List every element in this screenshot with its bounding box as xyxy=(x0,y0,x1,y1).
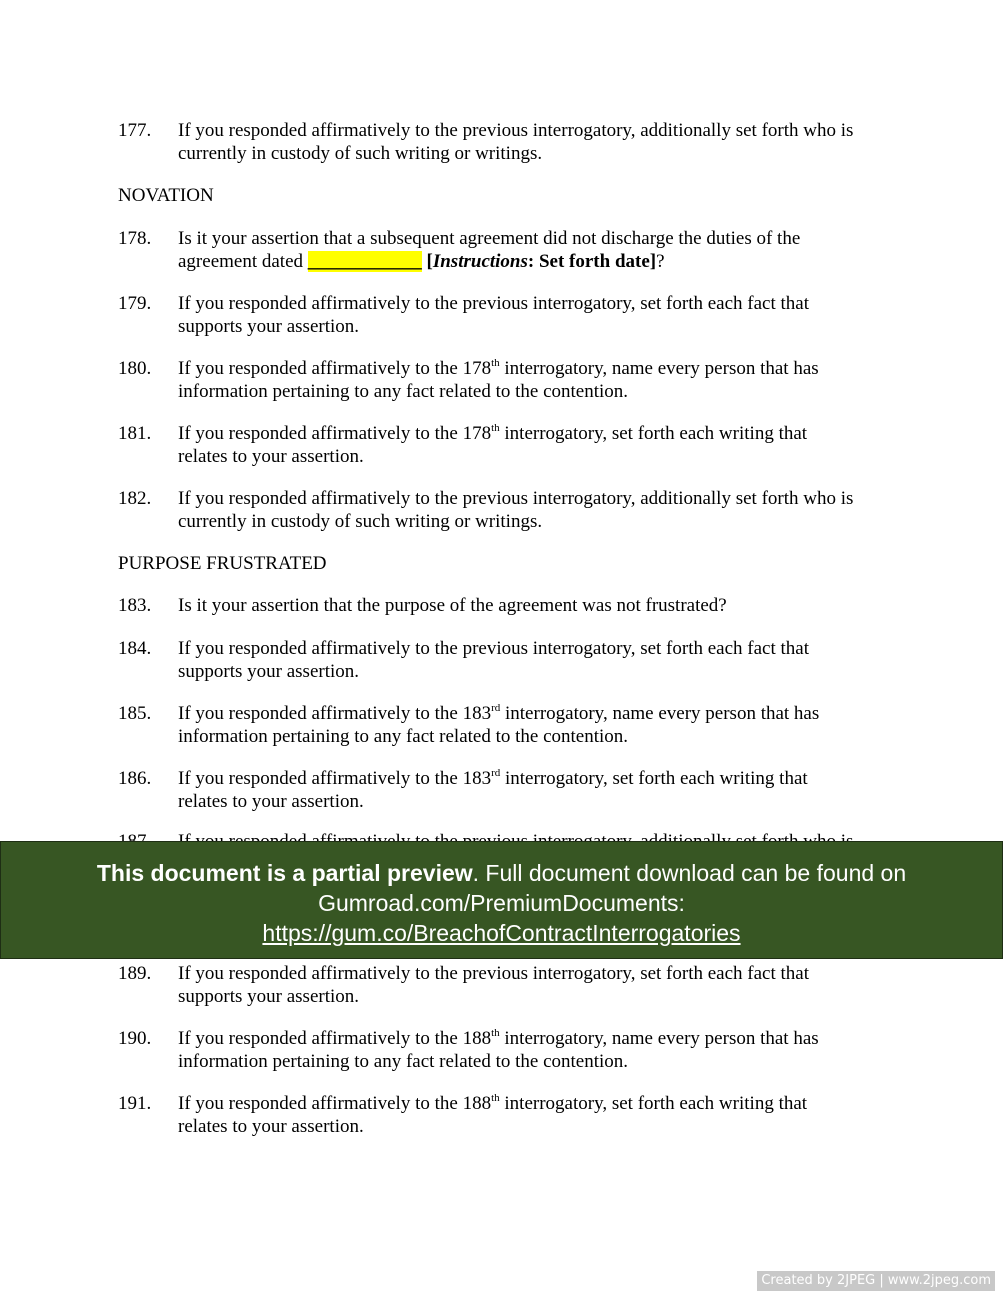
item-text xyxy=(178,1027,898,1073)
instructions-open: [ xyxy=(421,251,433,272)
item-number: 186. xyxy=(118,768,152,789)
item-text xyxy=(178,292,898,338)
ordinal-suffix: th xyxy=(491,1091,500,1104)
text-line: relates to your assertion. xyxy=(178,1116,364,1137)
item-text xyxy=(178,357,898,403)
item-text xyxy=(178,422,898,468)
text-fragment: interrogatory, name every person that has xyxy=(499,358,819,379)
item-number: 189. xyxy=(118,963,152,984)
text-fragment: interrogatory, name every person that has xyxy=(500,703,820,724)
item-number: 191. xyxy=(118,1093,152,1114)
text-line xyxy=(178,357,898,380)
banner-line-3 xyxy=(1,918,1002,948)
item-text xyxy=(178,637,898,683)
text-fragment: If you responded affirmatively to the 178 xyxy=(178,423,492,444)
text-line: supports your assertion. xyxy=(178,316,360,337)
item-text xyxy=(178,1092,898,1138)
banner-line-2: Gumroad.com/PremiumDocuments: xyxy=(318,890,685,916)
banner-text: . Full document download can be found on xyxy=(472,860,907,886)
text-line: If you responded affirmatively to the previous interrogatory, set forth each fact that xyxy=(178,638,809,659)
text-line: If you responded affirmatively to the previous interrogatory, additionally set forth who is xyxy=(178,120,854,141)
download-link[interactable]: https://gum.co/BreachofContractInterrogatories xyxy=(262,920,741,946)
text-line: currently in custody of such writing or writings. xyxy=(178,143,543,164)
text-fragment: If you responded affirmatively to the 188 xyxy=(178,1028,492,1049)
text-line xyxy=(178,250,898,273)
item-text xyxy=(178,227,898,273)
item-number: 179. xyxy=(118,293,152,314)
interrogatory-187-partial xyxy=(118,830,898,841)
text-line: relates to your assertion. xyxy=(178,446,364,467)
item-number: 182. xyxy=(118,488,152,509)
text-line xyxy=(178,767,898,790)
item-number: 177. xyxy=(118,120,152,141)
text-fragment: interrogatory, set forth each writing that xyxy=(499,423,808,444)
item-number: 183. xyxy=(118,595,152,616)
instructions-text: : Set forth date] xyxy=(527,251,657,272)
text-line: relates to your assertion. xyxy=(178,791,364,812)
text-line: currently in custody of such writing or writings. xyxy=(178,511,543,532)
item-number: 184. xyxy=(118,638,152,659)
item-number: 185. xyxy=(118,703,152,724)
text-fragment: agreement dated xyxy=(178,251,308,272)
section-heading-purpose-frustrated: PURPOSE FRUSTRATED xyxy=(118,553,327,574)
ordinal-suffix: th xyxy=(491,421,500,434)
item-number: 181. xyxy=(118,423,152,444)
section-heading-novation: NOVATION xyxy=(118,185,214,206)
text-line: information pertaining to any fact related to the contention. xyxy=(178,381,629,402)
ordinal-suffix: rd xyxy=(491,701,501,714)
watermark: Created by 2JPEG | www.2jpeg.com xyxy=(757,1271,995,1291)
text-line: information pertaining to any fact related to the contention. xyxy=(178,726,629,747)
item-text xyxy=(178,119,898,165)
item-text xyxy=(178,767,898,813)
text-line: If you responded affirmatively to the previous interrogatory, set forth each fact that xyxy=(178,963,809,984)
item-text xyxy=(178,594,898,617)
text-line xyxy=(178,702,898,725)
text-fragment: If you responded affirmatively to the 183 xyxy=(178,768,492,789)
text-line: supports your assertion. xyxy=(178,986,360,1007)
text-line: If you responded affirmatively to the previous interrogatory, set forth each fact that xyxy=(178,293,809,314)
item-number: 190. xyxy=(118,1028,152,1049)
text-fragment: If you responded affirmatively to the 188 xyxy=(178,1093,492,1114)
text-fragment: If you responded affirmatively to the 178 xyxy=(178,358,492,379)
banner-line-1 xyxy=(1,858,1002,888)
ordinal-suffix: rd xyxy=(491,766,501,779)
text-line xyxy=(178,1092,898,1115)
item-number: 178. xyxy=(118,228,152,249)
text-line: supports your assertion. xyxy=(178,661,360,682)
instructions-label: Instructions xyxy=(432,251,528,272)
ordinal-suffix: th xyxy=(491,356,500,369)
text-line xyxy=(178,422,898,445)
preview-banner xyxy=(0,841,1003,959)
text-line: Is it your assertion that the purpose of the agreement was not frustrated? xyxy=(178,595,727,616)
text-line: If you responded affirmatively to the previous interrogatory, additionally set forth who is xyxy=(178,488,854,509)
text-line: Is it your assertion that a subsequent agreement did not discharge the duties of the xyxy=(178,228,801,249)
date-blank: ____________ xyxy=(307,251,422,272)
item-text xyxy=(178,702,898,748)
text-fragment: interrogatory, name every person that has xyxy=(499,1028,819,1049)
text-fragment: interrogatory, set forth each writing that xyxy=(499,1093,808,1114)
ordinal-suffix: th xyxy=(491,1026,500,1039)
item-number: 180. xyxy=(118,358,152,379)
text-line xyxy=(178,1027,898,1050)
item-text xyxy=(178,487,898,533)
banner-bold-text: This document is a partial preview xyxy=(96,860,473,886)
text-fragment: interrogatory, set forth each writing that xyxy=(500,768,808,789)
text-line: information pertaining to any fact related to the contention. xyxy=(178,1051,629,1072)
text-fragment: ? xyxy=(656,251,665,272)
item-text xyxy=(178,962,898,1008)
text-fragment: If you responded affirmatively to the 183 xyxy=(178,703,492,724)
